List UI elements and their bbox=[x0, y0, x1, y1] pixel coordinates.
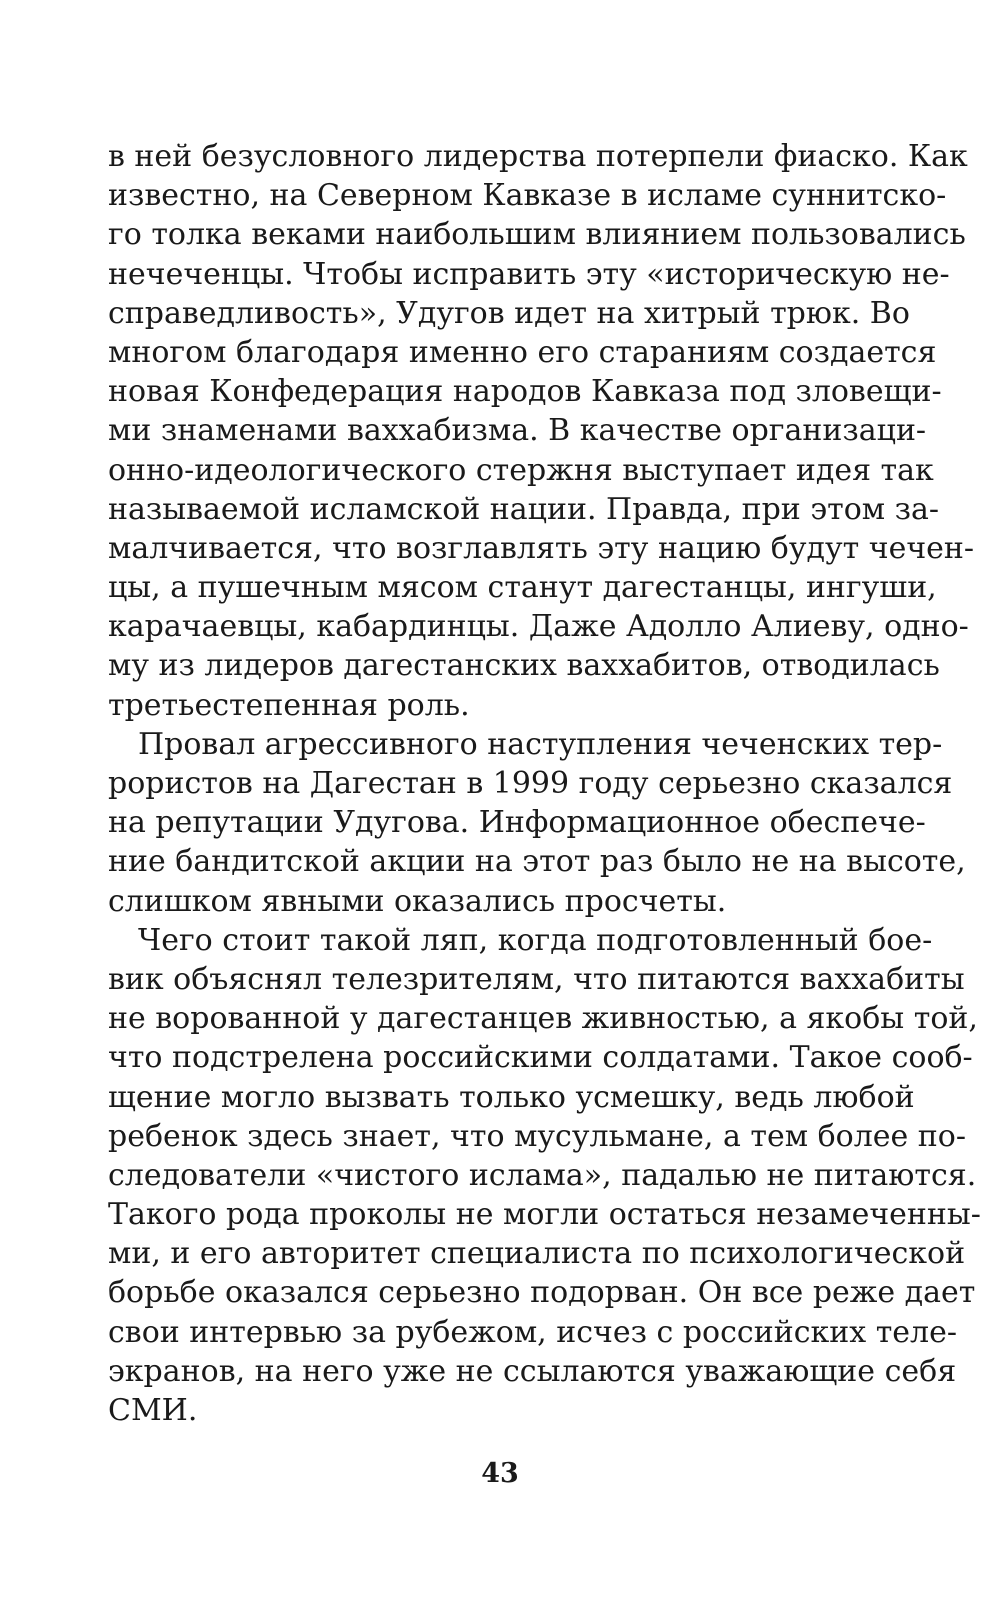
text-line: малчивается, что возглавлять эту нацию будут чечен- bbox=[108, 530, 975, 566]
text-line: карачаевцы, кабардинцы. Даже Адолло Алиеву, одно- bbox=[108, 609, 969, 645]
text-line: борьбе оказался серьезно подорван. Он все реже дает bbox=[108, 1275, 976, 1311]
text-line: ми, и его авторитет специалиста по психологической bbox=[108, 1236, 966, 1272]
text-line: в ней безусловного лидерства потерпели фиаско. Как bbox=[108, 139, 968, 174]
text-line: онно-идеологического стержня выступает идея так bbox=[108, 452, 934, 488]
text-line: новая Конфедерация народов Кавказа под зловещи- bbox=[108, 374, 942, 410]
page-number: 43 bbox=[481, 1458, 519, 1489]
text-line: третьестепенная роль. bbox=[108, 687, 470, 723]
text-line: Провал агрессивного наступления чеченских тер- bbox=[138, 726, 943, 762]
text-line: на репутации Удугова. Информационное обеспече- bbox=[108, 805, 926, 841]
text-line: му из лидеров дагестанских ваххабитов, отводилась bbox=[108, 648, 940, 684]
text-line: СМИ. bbox=[108, 1393, 198, 1428]
paragraph bbox=[108, 137, 975, 725]
paragraph bbox=[108, 725, 966, 921]
text-line: известно, на Северном Кавказе в исламе суннитско- bbox=[108, 178, 947, 214]
text-line: цы, а пушечным мясом станут дагестанцы, ингуши, bbox=[108, 570, 937, 606]
text-line: свои интервью за рубежом, исчез с российских теле- bbox=[108, 1314, 958, 1350]
text-line: Чего стоит такой ляп, когда подготовленный бое- bbox=[138, 922, 933, 958]
text-line: нечеченцы. Чтобы исправить эту «историческую не- bbox=[108, 256, 950, 292]
text-line: следователи «чистого ислама», падалью не питаются. bbox=[108, 1157, 977, 1193]
text-line: Такого рода проколы не могли остаться незамеченны- bbox=[108, 1197, 981, 1233]
text-line: экранов, на него уже не ссылаются уважающие себя bbox=[108, 1353, 957, 1389]
text-line: многом благодаря именно его стараниям создается bbox=[108, 334, 937, 370]
text-line: рористов на Дагестан в 1999 году серьезно сказался bbox=[108, 766, 953, 801]
text-line: называемой исламской нации. Правда, при этом за- bbox=[108, 491, 940, 527]
paragraph bbox=[108, 921, 981, 1430]
body-text bbox=[108, 137, 981, 1430]
text-line: не ворованной у дагестанцев живностью, а якобы той, bbox=[108, 1001, 978, 1037]
text-line: го толка веками наибольшим влиянием пользовались bbox=[108, 217, 966, 253]
text-line: что подстрелена российскими солдатами. Такое сооб- bbox=[108, 1040, 973, 1076]
text-line: ми знаменами ваххабизма. В качестве организаци- bbox=[108, 413, 927, 449]
text-line: ние бандитской акции на этот раз было не на высоте, bbox=[108, 844, 966, 880]
text-line: справедливость», Удугов идет на хитрый трюк. Во bbox=[108, 295, 910, 331]
text-line: слишком явными оказались просчеты. bbox=[108, 883, 727, 919]
text-line: ребенок здесь знает, что мусульмане, а тем более по- bbox=[108, 1118, 967, 1154]
text-line: щение могло вызвать только усмешку, ведь любой bbox=[108, 1079, 915, 1115]
text-line: вик объяснял телезрителям, что питаются ваххабиты bbox=[108, 961, 965, 997]
